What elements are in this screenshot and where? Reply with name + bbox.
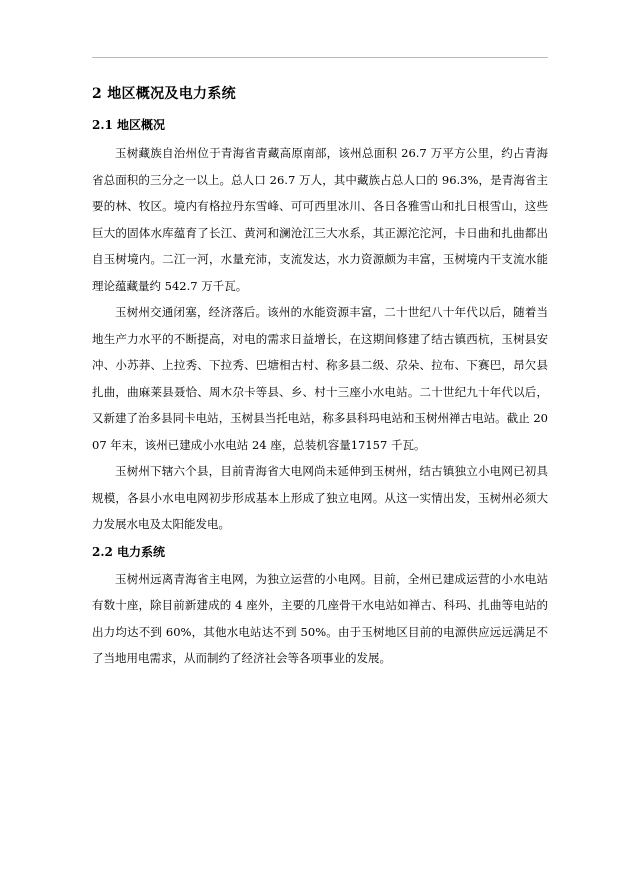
subsection-title-region-overview: 2.1 地区概况 — [92, 118, 166, 132]
subsection-title-power-system: 2.2 电力系统 — [92, 544, 166, 559]
paragraph-hydropower-history: 玉树州交通闭塞，经济落后。该州的水能资源丰富，二十世纪八十年代以后，随着当地生产力水平的不断提高，对电的需求日益增长，在这期间修建了结古镇西杭，玉树县安冲、小苏莽、上拉秀、下拉秀、巴塘相古村、称多县二级、尕朵、拉布、下赛巴，昂欠县扎曲，曲麻莱县聂恰、周木尕卡等县、乡、村十三座小水电站。二十世纪九十年代以后，又新建了治多县同卡电站，玉树县当托电站，称多县科玛电站和玉树州禅古电站。截止 2007 年末，该州已建成小水电站 24 座，总装机容量17157 千瓦。 — [92, 305, 548, 452]
paragraph-region-location: 玉树藏族自治州位于青海省青藏高原南部，该州总面积 26.7 万平方公里，约占青海省总面积的三分之一以上。总人口 26.7 万人，其中藏族占总人口的 96.3%，是青海省主要的林、牧区。境内有格拉丹东雪峰、可可西里冰川、各日各雅雪山和扎日根雪山，这些巨大的固体水库蕴育了长江、黄河和澜沧江三大水系，其正源沱沱河，卡日曲和扎曲都出自玉树境内。二江一河，水量充沛，支流发达，水力资源颇为丰富，玉树境内干支流水能理论蕴藏量约 542.7 万千瓦。 — [92, 146, 548, 293]
document-body — [92, 82, 548, 672]
paragraph-grid-status: 玉树州下辖六个县，目前青海省大电网尚未延伸到玉树州，结古镇独立小电网已初具规模，各县小水电电网初步形成基本上形成了独立电网。从这一实情出发，玉树州必须大力发展水电及太阳能发电。 — [92, 464, 548, 531]
section-title: 2 地区概况及电力系统 — [92, 86, 236, 102]
header-rule — [92, 57, 548, 58]
paragraph-power-system: 玉树州远离青海省主电网，为独立运营的小电网。目前，全州已建成运营的小水电站有数十座，除目前新建成的 4 座外，主要的几座骨干水电站如禅古、科玛、扎曲等电站的出力均达不到 60%，其他水电站达不到 50%。由于玉树地区目前的电源供应远远满足不了当地用电需求，从而制约了经济社会等各项事业的发展。 — [92, 571, 548, 665]
